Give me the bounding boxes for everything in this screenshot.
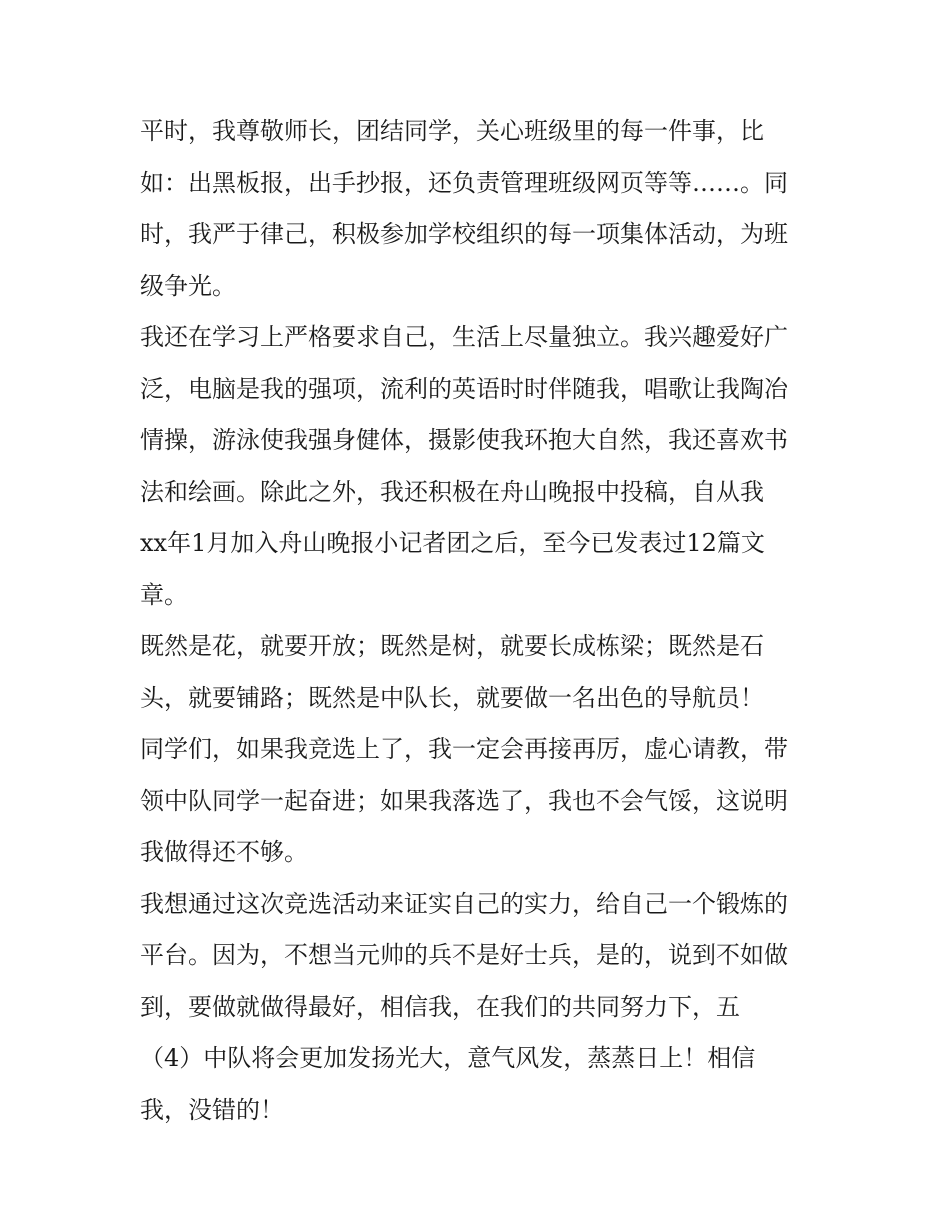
text-line: 我做得还不够。: [140, 838, 308, 866]
text-line: xx年1月加入舟山晚报小记者团之后，至今已发表过12篇文: [140, 529, 765, 557]
text-line: 到，要做就做得最好，相信我，在我们的共同努力下，五: [140, 992, 740, 1021]
text-line: 泛，电脑是我的强项，流利的英语时时伴随我，唱歌让我陶冶: [140, 374, 788, 403]
text-line: 如：出黑板报，出手抄报，还负责管理班级网页等等……。同: [140, 168, 788, 197]
text-line: 头，就要铺路；既然是中队长，就要做一名出色的导航员！: [140, 683, 764, 712]
text-line: 平台。因为，不想当元帅的兵不是好士兵，是的，说到不如做: [140, 941, 788, 969]
text-line: （4）中队将会更加发扬光大，意气风发，蒸蒸日上！相信: [140, 1044, 756, 1072]
text-line: 我想通过这次竞选活动来证实自己的实力，给自己一个锻炼的: [140, 889, 788, 918]
text-line: 我还在学习上严格要求自己，生活上尽量独立。我兴趣爱好广: [140, 323, 788, 351]
text-line: 我，没错的！: [140, 1095, 284, 1124]
text-line: 既然是花，就要开放；既然是树，就要长成栋梁；既然是石: [140, 632, 764, 660]
text-line: 时，我严于律己，积极参加学校组织的每一项集体活动，为班: [140, 220, 788, 248]
text-line: 同学们，如果我竞选上了，我一定会再接再厉，虚心请教，带: [140, 735, 788, 763]
text-line: 级争光。: [140, 271, 236, 300]
text-line: 情操，游泳使我强身健体，摄影使我环抱大自然，我还喜欢书: [140, 426, 788, 454]
text-line: 平时，我尊敬师长，团结同学，关心班级里的每一件事，比: [140, 117, 764, 145]
document-body: [140, 106, 820, 1136]
text-line: 法和绘画。除此之外，我还积极在舟山晚报中投稿，自从我: [140, 477, 764, 506]
text-line: 领中队同学一起奋进；如果我落选了，我也不会气馁，这说明: [140, 786, 788, 815]
text-line: 章。: [140, 580, 188, 609]
